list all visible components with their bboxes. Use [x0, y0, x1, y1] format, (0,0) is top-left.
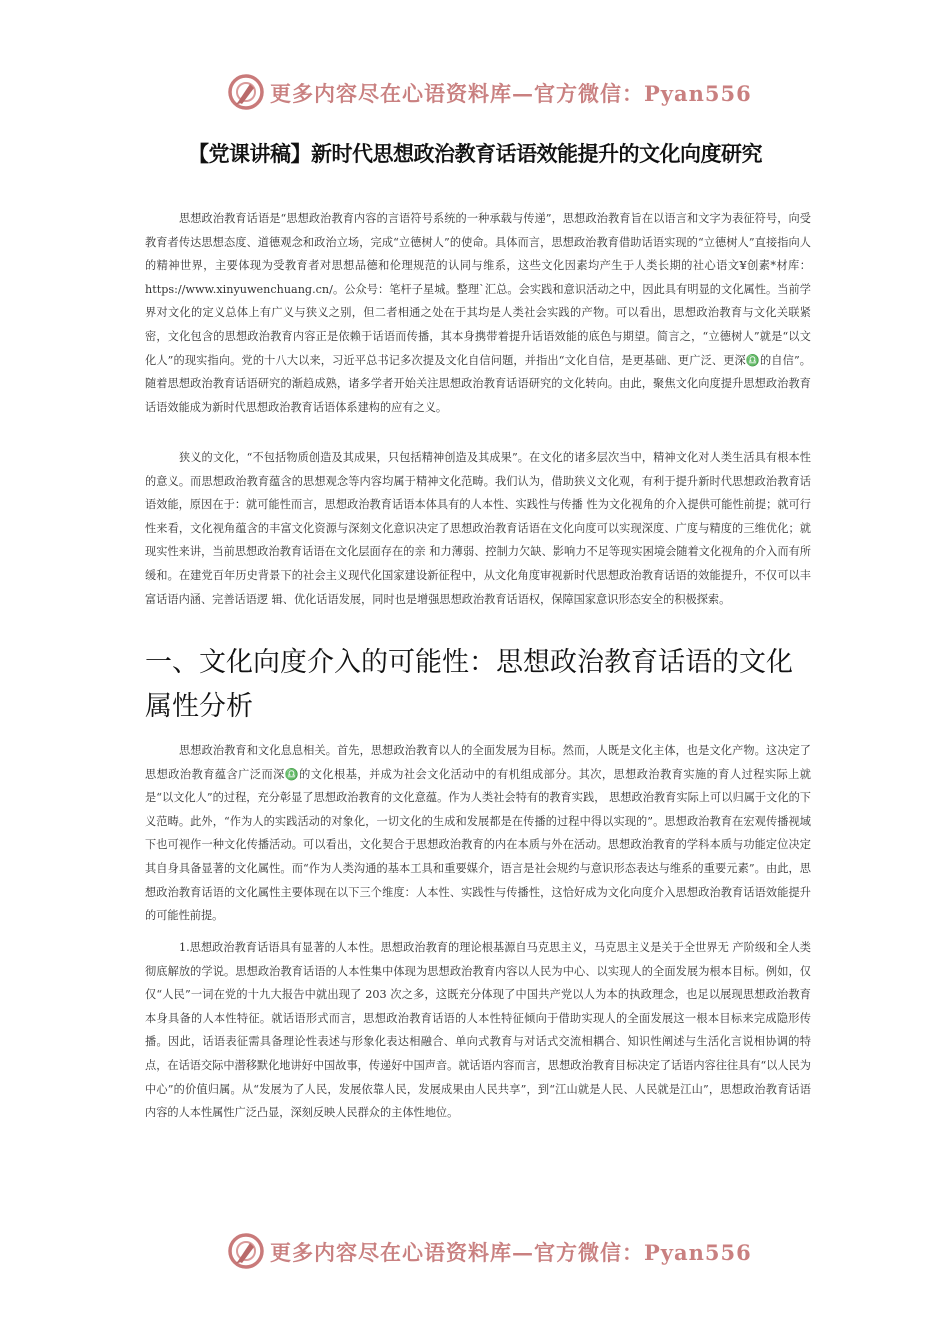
watermark-text: 更多内容尽在心语资料库—官方微信：Pyan556	[270, 81, 752, 106]
paragraph-narrow-culture: 狭义的文化，“不包括物质创造及其成果，只包括精神创造及其成果”。在文化的诸多层次当中，精神文化对人类生活具有根本性的意义。而思想政治教育蕴含的思想观念等内容均属于精神文化范畴。我们认为，借助狭义文化观，有利于提升新时代思想政治教育话语效能，原因在于：就可能性而言，思想政治教育话语本体具有的人本性、实践性与传播 性为文化视角的介入提供可能性前提；就可行性来看，文化视角蕴含的丰富文化资源与深刻文化意识决定了思想政治教育话语在文化向度可以实现深度、广度与精度的三维优化；就现实性来讲，当前思想政治教育话语在文化层面存在的亲 和力薄弱、控制力欠缺、影响力不足等现实困境会随着文化视角的介入而有所缓和。在建党百年历史背景下的社会主义现代化国家建设新征程中，从文化角度审视新时代思想政治教育话语的效能提升，不仅可以丰富话语内涵、完善话语逻 辑、优化话语发展，同时也是增强思想政治教育话语权，保障国家意识形态安全的积极探索。	[145, 451, 811, 606]
watermark-banner-bottom	[0, 1229, 950, 1275]
watermark-logo-icon	[226, 1231, 266, 1271]
watermark-banner-top	[0, 70, 950, 116]
section-heading: 一、文化向度介入的可能性：思想政治教育话语的文化属性分析	[145, 647, 793, 722]
watermark-text: 更多内容尽在心语资料库—官方微信：Pyan556	[270, 1240, 752, 1265]
watermark-logo-icon	[226, 72, 266, 112]
paragraph-intro: 思想政治教育话语是“思想政治教育内容的言语符号系统的一种承载与传递”，思想政治教育旨在以语言和文字为表征符号，向受教育者传达思想态度、道德观念和政治立场，完成“立德树人”的使命。具体而言，思想政治教育借助话语实现的“立德树人”直接指向人的精神世界，主要体现为受教育者对思想品德和伦理规范的认同与维系，这些文化因素均产生于人类长期的社心语文¥创素*材库：https://www.xinyuwenchuang.cn/。公众号：笔杆子星城。整理`汇总。会实践和意识活动之中，因此具有明显的文化属性。当前学界对文化的定义总体上有广义与狭义之别，但二者相通之处在于其均是人类社会实践的产物。可以看出，思想政治教育与文化关联紧密，文化包含的思想政治教育内容正是依赖于话语而传播，其本身携带着提升话语效能的底色与期望。简言之，“立德树人”就是“以文化人”的现实指向。党的十八大以来，习近平总书记多次提及文化自信问题，并指出“文化自信，是更基础、更广泛、更深♎的自信”。随着思想政治教育话语研究的渐趋成熟，诸多学者开始关注思想政治教育话语研究的文化转向。由此，聚焦文化向度提升思想政治教育话语效能成为新时代思想政治教育话语体系建构的应有之义。	[145, 212, 811, 414]
paragraph-humanism: 1.思想政治教育话语具有显著的人本性。思想政治教育的理论根基源自马克思主义，马克思主义是关于全世界无 产阶级和全人类彻底解放的学说。思想政治教育话语的人本性集中体现为思想政治教育内容以人民为中心、以实现人的全面发展为根本目标。例如，仅仅“人民”一词在党的十九大报告中就出现了 203 次之多，这既充分体现了中国共产党以人为本的执政理念，也足以展现思想政治教育本身具备的人本性特征。就话语形式而言，思想政治教育话语的人本性特征倾向于借助实现人的全面发展这一根本目标来完成隐形传播。因此，话语表征需具备理论性表述与形象化表达相融合、单向式教育与对话式交流相耦合、知识性阐述与生活化言说相协调的特点，在话语交际中潜移默化地讲好中国故事，传递好中国声音。就话语内容而言，思想政治教育目标决定了话语内容往往具有“以人民为中心”的价值归属。从“发展为了人民，发展依靠人民，发展成果由人民共享”，到“江山就是人民、人民就是江山”，思想政治教育话语内容的人本性属性广泛凸显，深刻反映人民群众的主体性地位。	[145, 941, 811, 1120]
document-title: 【党课讲稿】新时代思想政治教育话语效能提升的文化向度研究	[188, 142, 762, 166]
paragraph-culture-attributes: 思想政治教育和文化息息相关。首先，思想政治教育以人的全面发展为目标。然而，人既是文化主体，也是文化产物。这决定了思想政治教育蕴含广泛而深♎的文化根基，并成为社会文化活动中的有机组成部分。其次，思想政治教育实施的育人过程实际上就是“以文化人”的过程，充分彰显了思想政治教育的文化意蕴。作为人类社会特有的教育实践， 思想政治教育实际上可以归属于文化的下义范畴。此外，“作为人的实践活动的对象化，一切文化的生成和发展都是在传播的过程中得以实现的”。思想政治教育在宏观传播视域下也可视作一种文化传播活动。可以看出，文化契合于思想政治教育的内在本质与外在活动。思想政治教育的学科本质与功能定位决定其自身具备显著的文化属性。而“作为人类沟通的基本工具和重要媒介，语言是社会规约与意识形态表达与维系的重要元素”。由此，思想政治教育话语的文化属性主要体现在以下三个维度：人本性、实践性与传播性，这恰好成为文化向度介入思想政治教育话语效能提升的可能性前提。	[145, 744, 811, 923]
